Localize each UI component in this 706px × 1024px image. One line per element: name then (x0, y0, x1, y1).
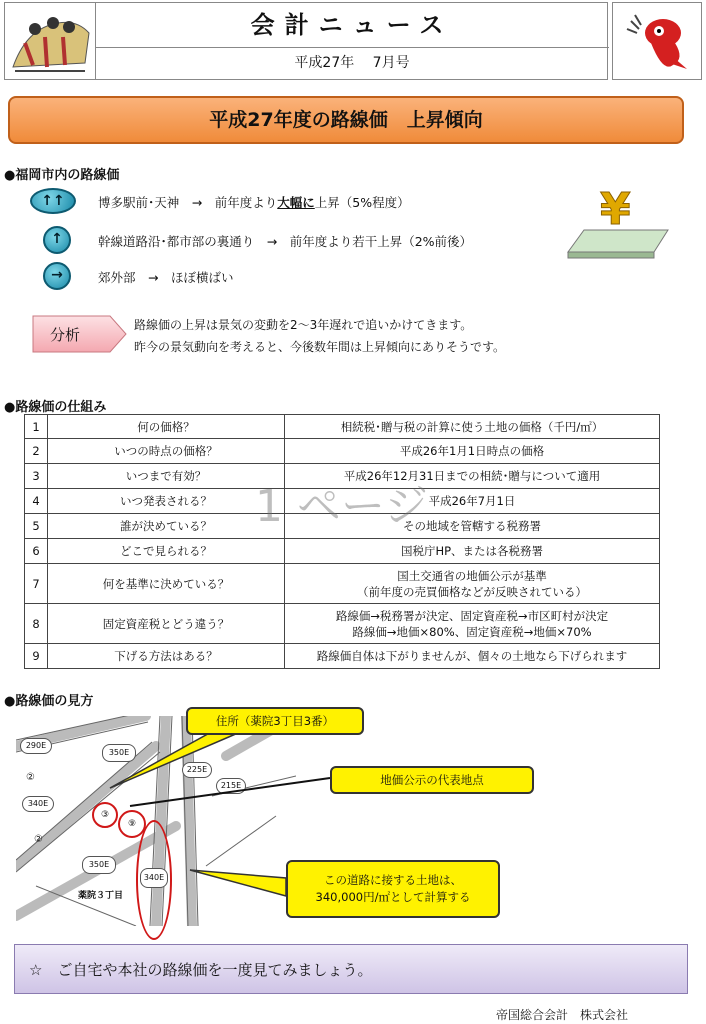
svg-text:¥: ¥ (600, 184, 631, 235)
table-row: 2 いつの時点の価格？ 平成26年1月1日時点の価格 (25, 439, 660, 464)
table-row: 7 何を基準に決めている？ 国土交通省の地価公示が基準 （前年度の売買価格などが反映されている） (25, 564, 660, 604)
yen-price-icon (566, 172, 670, 264)
rosenka-structure-table (24, 414, 660, 669)
table-row: 6 どこで見られる？ 国税庁HP、または各税務署 (25, 539, 660, 564)
trend-row-hakata: 博多駅前･天神 → 前年度より大幅に上昇（5%程度） (98, 195, 410, 210)
page-watermark: 1 ページ (255, 481, 429, 532)
emphasis-text: 大幅に (277, 195, 315, 210)
analysis-label-text: 分析 (50, 326, 81, 344)
analysis-label (32, 312, 128, 356)
trend-row-suburbs: 郊外部 → ほぼ横ばい (98, 270, 234, 285)
map-area-label: 薬院３丁目 (78, 891, 124, 901)
map-price-label: 350E (82, 856, 116, 874)
company-name: 帝国総合会計 株式会社 (496, 1008, 629, 1022)
footer-message: ☆ ご自宅や本社の路線価を一度見てみましょう。 (14, 944, 688, 994)
map-price-label: 215E (216, 778, 246, 794)
table-row: 5 誰が決めている？ その地域を管轄する税務署 (25, 514, 660, 539)
section-heading-how-to-read: ●路線価の見方 (4, 694, 94, 709)
callout-address: 住所（薬院3丁目3番） (186, 707, 364, 735)
section-heading-structure: ●路線価の仕組み (4, 400, 107, 415)
section-heading-fukuoka: ●福岡市内の路線価 (4, 168, 120, 183)
table-row: 4 いつ発表される？ 平成26年7月1日 (25, 489, 660, 514)
map-block-number: ② (34, 834, 43, 845)
table-row: 1 何の価格？ 相続税･贈与税の計算に使う土地の価格（千円/㎡） (25, 415, 660, 439)
up-arrow-icon: ↑ (43, 226, 71, 254)
table-row: 3 いつまで有効？ 平成26年12月31日までの相続･贈与について適用 (25, 464, 660, 489)
analysis-text: 路線価の上昇は景気の変動を2～3年遅れで追いかけてきます。 昨今の景気動向を考えると、今後数年間は上昇傾向にありそうです。 (134, 318, 506, 354)
land-price-point-marker: ⑨ (118, 810, 146, 838)
double-up-arrow-icon: ↑↑ (30, 188, 76, 214)
callout-land-price-point: 地価公示の代表地点 (330, 766, 534, 794)
mascot-image (612, 2, 702, 80)
address-marker: ③ (92, 802, 118, 828)
map-block-number: ② (26, 772, 35, 783)
festival-logo (5, 3, 96, 79)
map-price-label: 340E (140, 868, 168, 888)
headline-banner: 平成27年度の路線価 上昇傾向 (8, 96, 684, 144)
map-price-label: 350E (102, 744, 136, 762)
right-arrow-icon: → (43, 262, 71, 290)
map-price-label: 340E (22, 796, 54, 812)
map-price-label: 225E (182, 762, 212, 778)
table-row: 9 下げる方法はある？ 路線価自体は下がりませんが、個々の土地なら下げられます (25, 644, 660, 669)
map-price-label: 290E (20, 738, 52, 754)
trend-row-main-roads: 幹線道路沿･都市部の裏通り → 前年度より若干上昇（2%前後） (98, 234, 473, 249)
newsletter-title: 会計ニュース (95, 3, 609, 48)
callout-road-price: この道路に接する土地は、 340,000円/㎡として計算する (286, 860, 500, 918)
newsletter-header (4, 2, 608, 80)
issue-date: 平成27年 7月号 (294, 55, 410, 71)
table-row: 8 固定資産税とどう違う？ 路線価→税務署が決定、固定資産税→市区町村が決定 路線価→地価×80%、固定資産税→地価×70% (25, 604, 660, 644)
